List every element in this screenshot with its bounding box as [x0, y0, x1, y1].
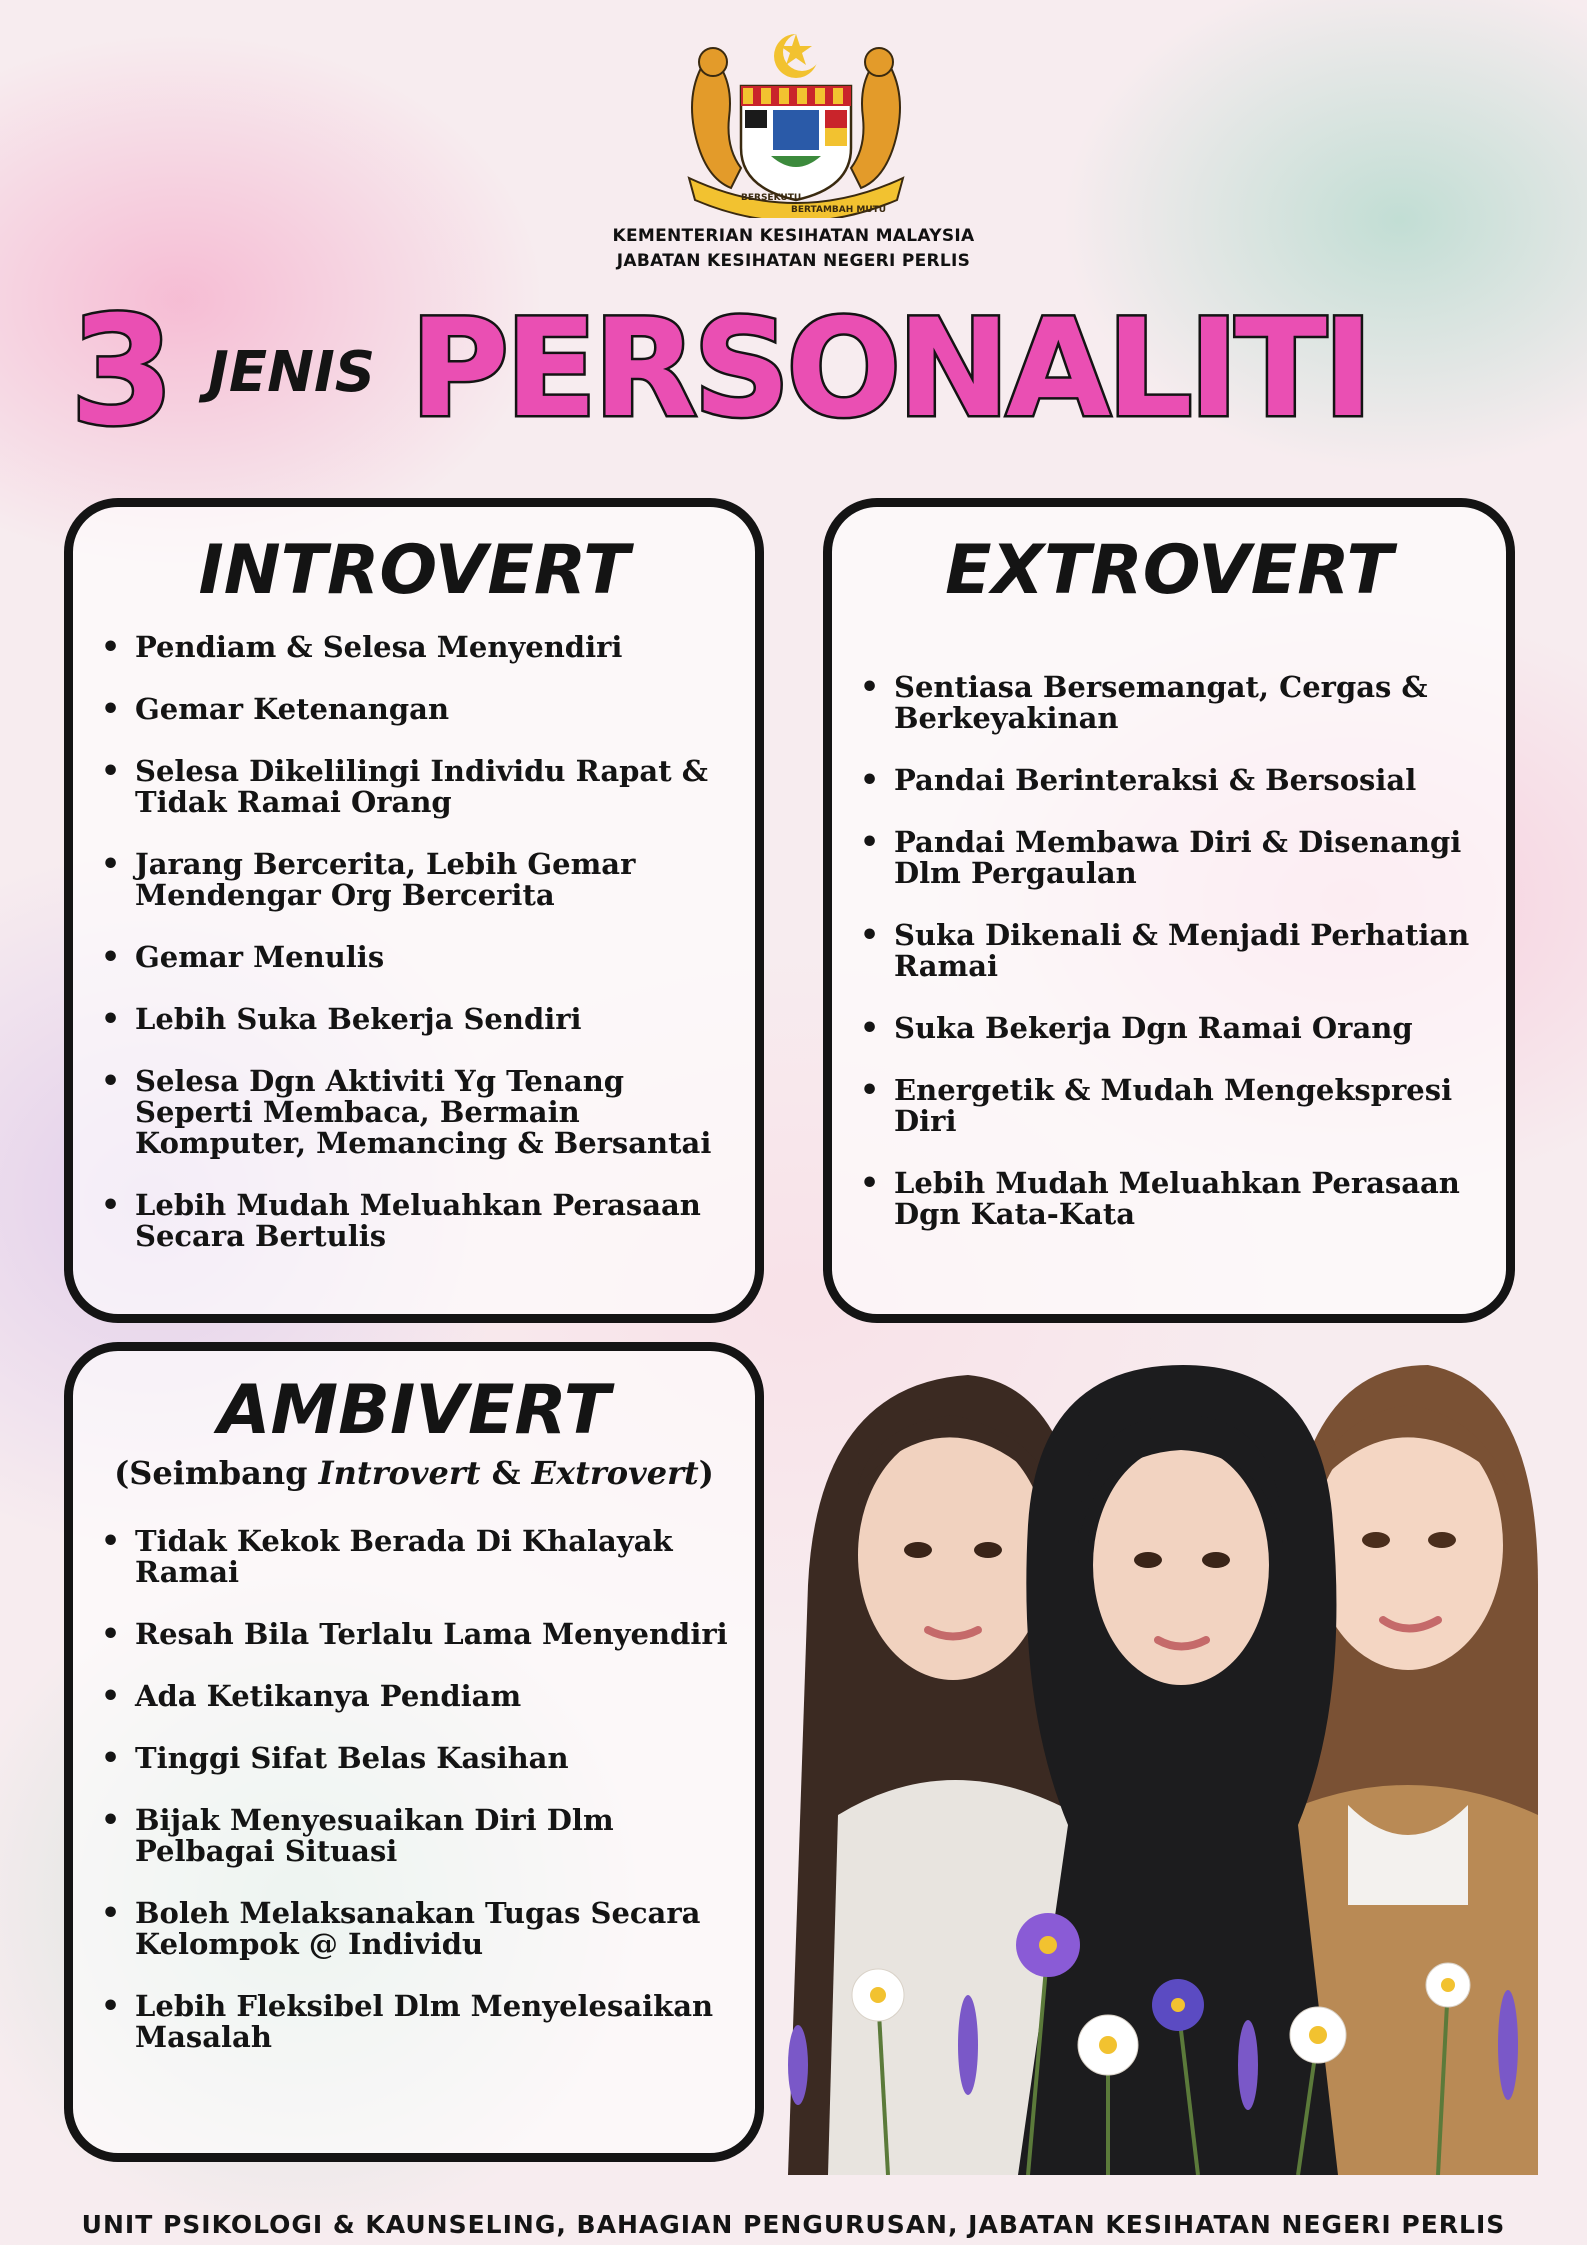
subheading-part: (Seimbang [114, 1454, 319, 1492]
list-item: • Tidak Kekok Berada Di Khalayak Ramai [135, 1526, 735, 1588]
title-number: 3 [70, 285, 175, 459]
three-women-illustration [778, 1345, 1538, 2175]
list-item: • Bijak Menyesuaikan Diri Dlm Pelbagai Situasi [135, 1805, 735, 1867]
list-item: • Energetik & Mudah Mengekspresi Diri [894, 1075, 1486, 1137]
list-item: • Lebih Mudah Meluahkan Perasaan Secara Bertulis [135, 1190, 735, 1252]
list-item: • Pendiam & Selesa Menyendiri [135, 632, 735, 663]
subheading-introvert: Introvert [318, 1454, 481, 1492]
list-item: • Tinggi Sifat Belas Kasihan [135, 1743, 735, 1774]
list-item: • Pandai Berinteraksi & Bersosial [894, 765, 1486, 796]
poster-title [70, 285, 1530, 459]
ministry-name: KEMENTERIAN KESIHATAN MALAYSIA [612, 226, 975, 246]
introvert-heading: INTROVERT [198, 531, 630, 610]
list-item: • Jarang Bercerita, Lebih Gemar Mendengar Org Bercerita [135, 849, 735, 911]
subheading-part: ) [698, 1454, 714, 1492]
list-item: • Selesa Dgn Aktiviti Yg Tenang Seperti Membaca, Bermain Komputer, Memancing & Bersantai [135, 1066, 735, 1159]
introvert-card [64, 498, 764, 1323]
list-item: • Selesa Dikelilingi Individu Rapat & Tidak Ramai Orang [135, 756, 735, 818]
extrovert-card [823, 498, 1515, 1323]
coat-of-arms-icon [671, 28, 921, 218]
introvert-list [73, 632, 755, 1252]
list-item: • Gemar Menulis [135, 942, 735, 973]
crest-motto-right: BERTAMBAH MUTU [791, 205, 887, 215]
crest-motto-left: BERSEKUTU [741, 193, 802, 203]
subheading-extrovert: Extrovert [531, 1454, 699, 1492]
title-jenis: JENIS [208, 340, 376, 405]
ambivert-list [73, 1526, 755, 2053]
list-item: • Resah Bila Terlalu Lama Menyendiri [135, 1619, 735, 1650]
ambivert-card [64, 1342, 764, 2162]
list-item: • Lebih Fleksibel Dlm Menyelesaikan Masalah [135, 1991, 735, 2053]
ambivert-subheading [73, 1454, 755, 1492]
ambivert-heading: AMBIVERT [217, 1371, 611, 1450]
extrovert-heading: EXTROVERT [945, 531, 1393, 610]
footer-credit: UNIT PSIKOLOGI & KAUNSELING, BAHAGIAN PENGURUSAN, JABATAN KESIHATAN NEGERI PERLIS [81, 2210, 1506, 2239]
subheading-part: & [480, 1454, 532, 1492]
list-item: • Lebih Mudah Meluahkan Perasaan Dgn Kata-Kata [894, 1168, 1486, 1230]
list-item: • Lebih Suka Bekerja Sendiri [135, 1004, 735, 1035]
list-item: • Sentiasa Bersemangat, Cergas & Berkeyakinan [894, 672, 1486, 734]
list-item: • Ada Ketikanya Pendiam [135, 1681, 735, 1712]
extrovert-list [832, 672, 1506, 1230]
list-item: • Suka Dikenali & Menjadi Perhatian Ramai [894, 920, 1486, 982]
list-item: • Pandai Membawa Diri & Disenangi Dlm Pergaulan [894, 827, 1486, 889]
title-personaliti: PERSONALITI [410, 290, 1370, 447]
department-name: JABATAN KESIHATAN NEGERI PERLIS [616, 251, 971, 271]
list-item: • Boleh Melaksanakan Tugas Secara Kelompok @ Individu [135, 1898, 735, 1960]
list-item: • Suka Bekerja Dgn Ramai Orang [894, 1013, 1486, 1044]
list-item: • Gemar Ketenangan [135, 694, 735, 725]
